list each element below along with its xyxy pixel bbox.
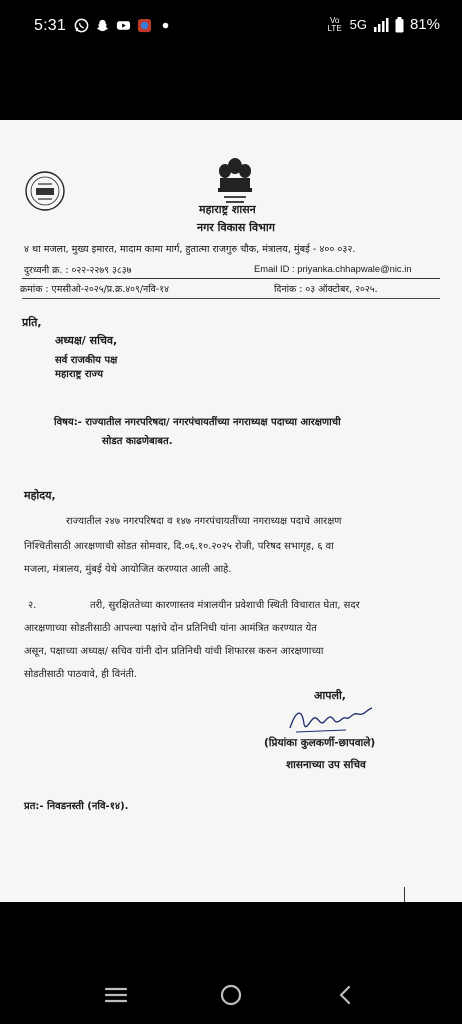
- letter-date: दिनांक : ०३ ऑक्टोबर, २०२५.: [274, 284, 378, 295]
- closing-text: आपली,: [314, 689, 346, 702]
- status-time: 5:31: [34, 17, 66, 34]
- para2-line-4: सोडतीसाठी पाठवावे, ही विनंती.: [24, 669, 137, 680]
- youtube-icon: [116, 18, 131, 33]
- notification-icons: [74, 18, 173, 33]
- department-name: नगर विकास विभाग: [197, 221, 275, 234]
- office-address: ४ था मजला, मुख्य इमारत, मादाम कामा मार्ग, हुतात्मा राजगुरु चौक, मंत्रालय, मुंबई - ४०० ०३२.: [24, 244, 356, 255]
- back-icon[interactable]: [331, 980, 361, 1010]
- para2-number: २.: [28, 600, 37, 611]
- status-right: [326, 16, 440, 33]
- signal-icon: [373, 18, 389, 32]
- to-label: प्रति,: [22, 316, 42, 329]
- department-seal-icon: [24, 170, 66, 212]
- header-divider: [22, 278, 440, 279]
- para2-line-3: असून, पक्षाच्या अध्यक्ष/ सचिव यांनी दोन प्रतिनिधी यांची शिफारस करुन आरक्षणाच्या: [24, 646, 324, 657]
- document-image[interactable]: [0, 120, 462, 902]
- para1-line-2: निश्चितीसाठी आरक्षणाची सोडत सोमवार, दि.०६.१०.२०२५ रोजी, परिषद सभागृह, ६ वा: [24, 541, 334, 552]
- ministry-name: महाराष्ट्र शासन: [199, 203, 256, 216]
- status-bar: [0, 0, 462, 58]
- salutation: महोदय,: [24, 489, 56, 502]
- recipient-line-3: महाराष्ट्र राज्य: [55, 369, 104, 380]
- more-notifications-dot-icon: [158, 18, 173, 33]
- subject-line-2: सोडत काढणेबाबत.: [102, 436, 173, 447]
- phone-number: दुरध्वनी क्र. : ०२२-२२७९ ३८३७: [24, 265, 132, 276]
- margin-mark: [404, 887, 405, 902]
- recipient-line-2: सर्व राजकीय पक्ष: [55, 355, 118, 366]
- volte-label: Vo LTE: [327, 15, 342, 33]
- recipient-line-1: अध्यक्ष/ सचिव,: [55, 334, 118, 347]
- email-id: Email ID : priyanka.chhapwale@nic.in: [254, 263, 412, 274]
- signatory-title: शासनाच्या उप सचिव: [286, 759, 366, 771]
- whatsapp-icon: [74, 18, 89, 33]
- app-notification-icon: [137, 18, 152, 33]
- navigation-bar: [0, 966, 462, 1024]
- copy-to: प्रत:- निवडनस्ती (नवि-१४).: [24, 801, 129, 812]
- signatory-name: (प्रियांका कुलकर्णी-छापवाले): [264, 737, 376, 749]
- para1-line-3: मजला, मंत्रालय, मुंबई येथे आयोजित करण्यात आली आहे.: [24, 564, 232, 575]
- ref-divider: [22, 298, 440, 299]
- reference-number: क्रमांक : एमसीओ-२०२५/प्र.क्र.४०९/नवि-१४: [20, 284, 169, 295]
- battery-percent: 81%: [409, 16, 440, 33]
- home-icon[interactable]: [216, 980, 246, 1010]
- subject-line-1: विषय:- राज्यातील नगरपरिषदा/ नगरपंचायतींच्या नगराध्यक्ष पदाच्या आरक्षणाची: [54, 417, 341, 428]
- snapchat-icon: [95, 18, 110, 33]
- battery-icon: [395, 17, 404, 33]
- para2-line-2: आरक्षणाच्या सोडतीसाठी आपल्या पक्षांचे दोन प्रतिनिधी यांना आमंत्रित करण्यात येत: [24, 623, 317, 634]
- handwritten-signature: [286, 702, 376, 740]
- para1-line-1: राज्यातील २४७ नगरपरिषदा व १४७ नगरपंचायतींच्या नगराध्यक्ष पदाचे आरक्षण: [66, 516, 342, 527]
- para2-line-1: तरी, सुरक्षिततेच्या कारणास्तव मंत्रालयीन प्रवेशाची स्थिती विचारात घेता, सदर: [90, 600, 360, 611]
- network-type: 5G: [349, 17, 367, 32]
- recent-apps-icon[interactable]: [101, 980, 131, 1010]
